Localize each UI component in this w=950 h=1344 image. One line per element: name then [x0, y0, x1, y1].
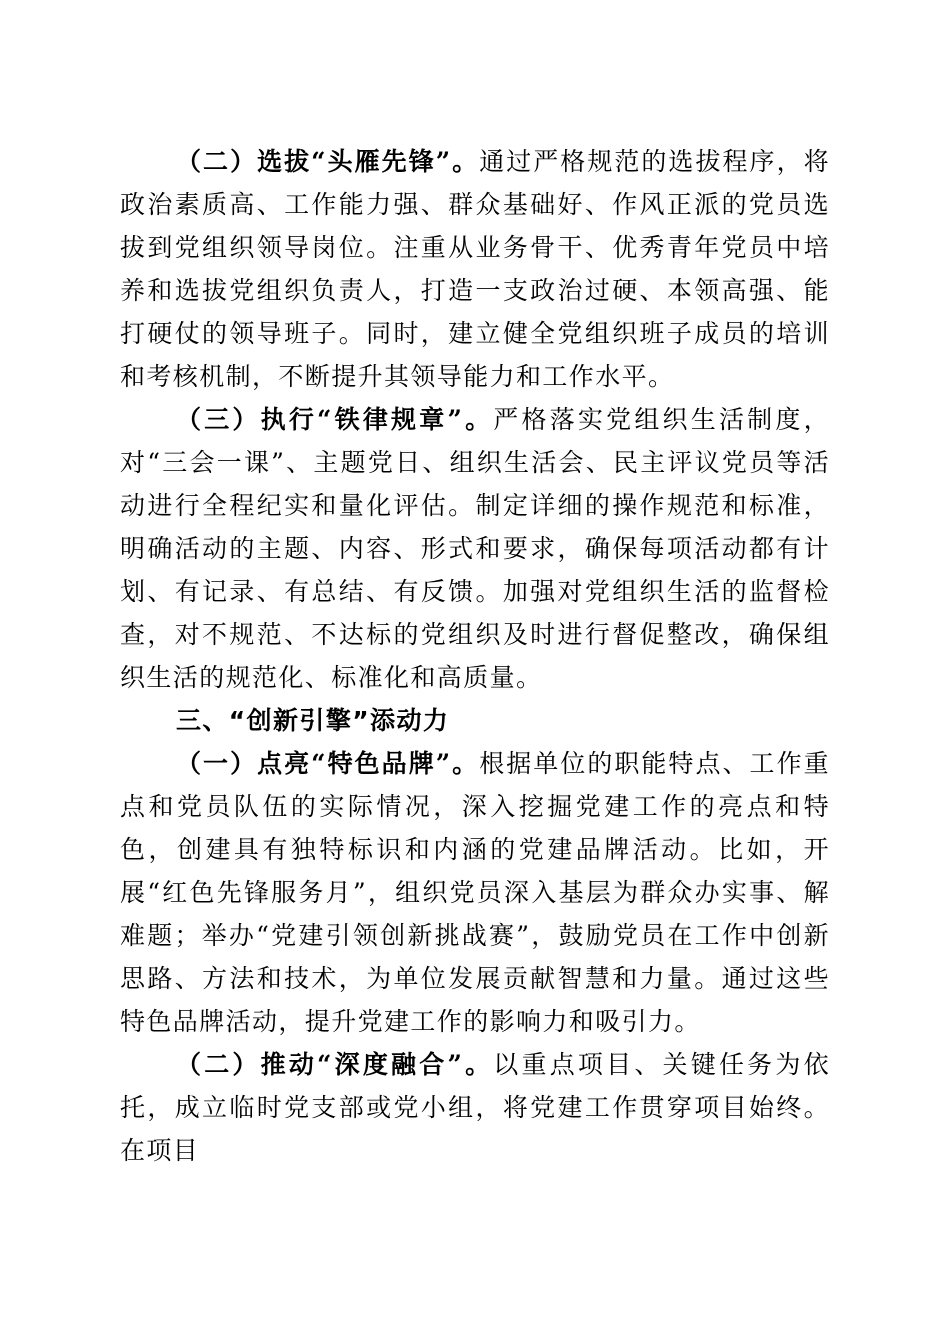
section-heading: [120, 699, 830, 742]
paragraph-enforce-rules: [120, 398, 830, 699]
paragraph-lead: （三）执行“铁律规章”。: [176, 405, 494, 434]
paragraph-lead: （二）选拔“头雁先锋”。: [176, 147, 480, 176]
paragraph-lead: （二）推动“深度融合”。: [176, 1050, 494, 1079]
document-body: [120, 140, 830, 1172]
paragraph-text: 通过严格规范的选拔程序，将政治素质高、工作能力强、群众基础好、作风正派的党员选拔到党组织领导岗位。注重从业务骨干、优秀青年党员中培养和选拔党组织负责人，打造一支政治过硬、本领高强、能打硬仗的领导班子。同时，建立健全党组织班子成员的培训和考核机制，不断提升其领导能力和工作水平。: [120, 147, 831, 391]
paragraph-select-leaders: [120, 140, 830, 398]
paragraph-text: 根据单位的职能特点、工作重点和党员队伍的实际情况，深入挖掘党建工作的亮点和特色，创建具有独特标识和内涵的党建品牌活动。比如，开展“红色先锋服务月”，组织党员深入基层为群众办实事、解难题；举办“党建引领创新挑战赛”，鼓励党员在工作中创新思路、方法和技术，为单位发展贡献智慧和力量。通过这些特色品牌活动，提升党建工作的影响力和吸引力。: [120, 749, 831, 1036]
paragraph-text: 严格落实党组织生活制度，对“三会一课”、主题党日、组织生活会、民主评议党员等活动进行全程纪实和量化评估。制定详细的操作规范和标准，明确活动的主题、内容、形式和要求，确保每项活动都有计划、有记录、有总结、有反馈。加强对党组织生活的监督检查，对不规范、不达标的党组织及时进行督促整改，确保组织生活的规范化、标准化和高质量。: [120, 405, 830, 692]
paragraph-lead: （一）点亮“特色品牌”。: [176, 749, 480, 778]
paragraph-deep-integration: [120, 1043, 830, 1172]
section-heading-text: 三、“创新引擎”添动力: [176, 706, 450, 735]
paragraph-feature-brand: [120, 742, 830, 1043]
paragraph-text: 以重点项目、关键任务为依托，成立临时党支部或党小组，将党建工作贯穿项目始终。在项目: [120, 1050, 830, 1165]
